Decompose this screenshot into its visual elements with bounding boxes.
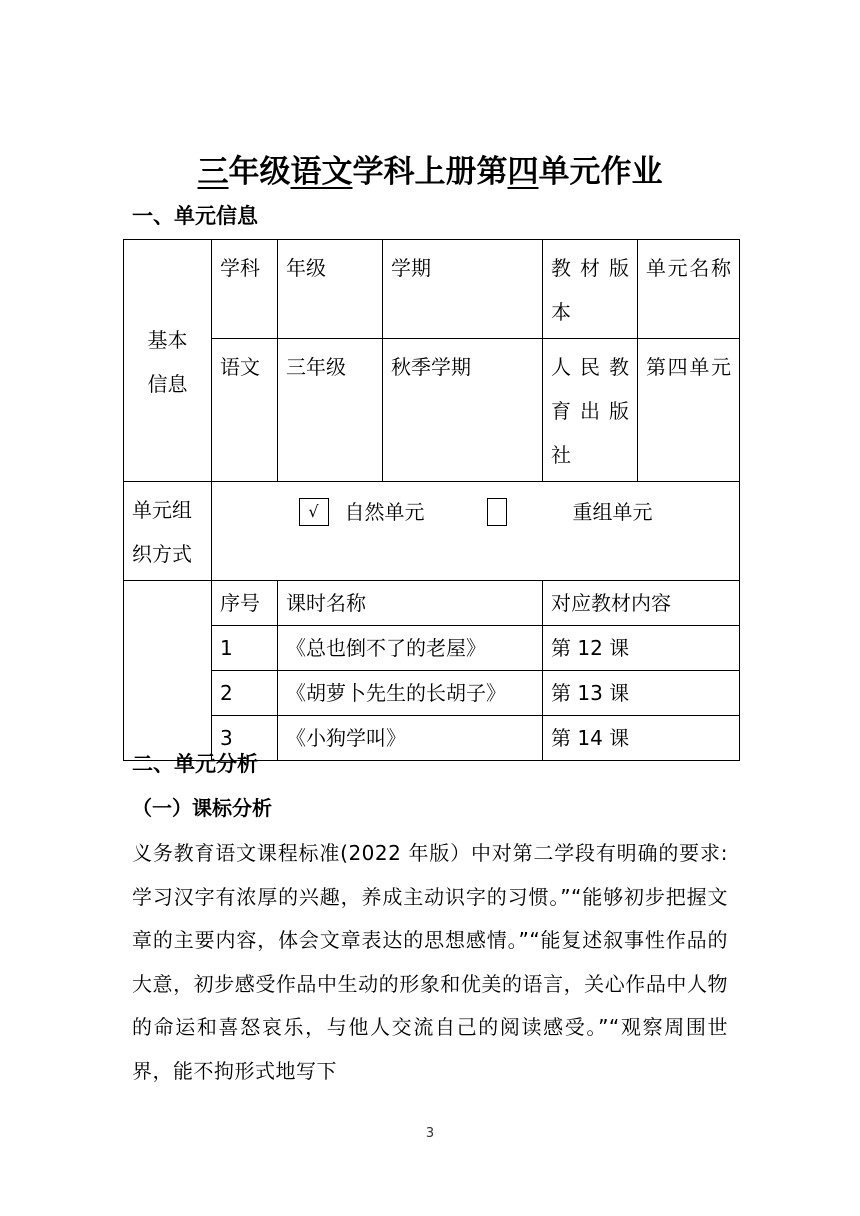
regroup-unit-checkbox[interactable] [487, 498, 507, 526]
lesson-blank-cell [124, 581, 212, 761]
unit-info-table [123, 239, 740, 761]
lesson-header-content: 对应教材内容 [543, 581, 740, 626]
title-part: 学科上册第 [352, 154, 508, 190]
value-semester: 秋季学期 [383, 339, 543, 482]
lesson-no: 3 [212, 716, 278, 761]
natural-unit-checkbox[interactable]: √ [299, 498, 329, 526]
value-unit-name: 第四单元 [638, 339, 740, 482]
section-heading-unit-info: 一、单元信息 [132, 204, 258, 228]
lesson-content: 第 14 课 [543, 716, 740, 761]
title-part: 年级 [228, 154, 291, 190]
page-title [0, 150, 860, 194]
header-semester: 学期 [383, 240, 543, 339]
title-part: 语文 [290, 154, 353, 190]
standards-paragraph: 义务教育语文课程标准(2022 年版）中对第二学段有明确的要求:学习汉字有浓厚的兴趣，养成主动识字的习惯。”“能够初步把握文章的主要内容，体会文章表达的思想感情。”“能复述叙事性作品的大意，初步感受作品中生动的形象和优美的语言，关心作品中人物的命运和喜怒哀乐，与他人交流自己的阅读感受。”“观察周围世界，能不拘形式地写下 [132, 841, 728, 1083]
lesson-header-no: 序号 [212, 581, 278, 626]
lesson-no: 1 [212, 626, 278, 671]
header-textbook: 教材版本 [543, 240, 638, 339]
lesson-name: 《胡萝卜先生的长胡子》 [278, 671, 543, 716]
title-part: 单元作业 [538, 154, 663, 190]
title-part: 四 [507, 154, 539, 190]
regroup-unit-label: 重组单元 [572, 500, 653, 524]
table-row [124, 671, 740, 716]
org-method-options [212, 482, 740, 581]
value-textbook: 人民教育出版社 [543, 339, 638, 482]
section-heading-unit-analysis: 二、单元分析 [132, 752, 258, 776]
org-method-label: 单元组织方式 [124, 482, 212, 581]
header-grade: 年级 [278, 240, 383, 339]
value-subject: 语文 [212, 339, 278, 482]
lesson-no: 2 [212, 671, 278, 716]
lesson-content: 第 12 课 [543, 626, 740, 671]
title-part: 三 [197, 154, 229, 190]
natural-unit-label: 自然单元 [344, 500, 425, 524]
lesson-header-name: 课时名称 [278, 581, 543, 626]
lesson-name: 《总也倒不了的老屋》 [278, 626, 543, 671]
subsection-heading-standards: （一）课标分析 [132, 796, 272, 820]
lesson-name: 《小狗学叫》 [278, 716, 543, 761]
page-number: 3 [425, 1126, 435, 1141]
table-row [124, 626, 740, 671]
basic-info-label: 基本信息 [124, 240, 212, 482]
lesson-content: 第 13 课 [543, 671, 740, 716]
header-unit-name: 单元名称 [638, 240, 740, 339]
header-subject: 学科 [212, 240, 278, 339]
value-grade: 三年级 [278, 339, 383, 482]
